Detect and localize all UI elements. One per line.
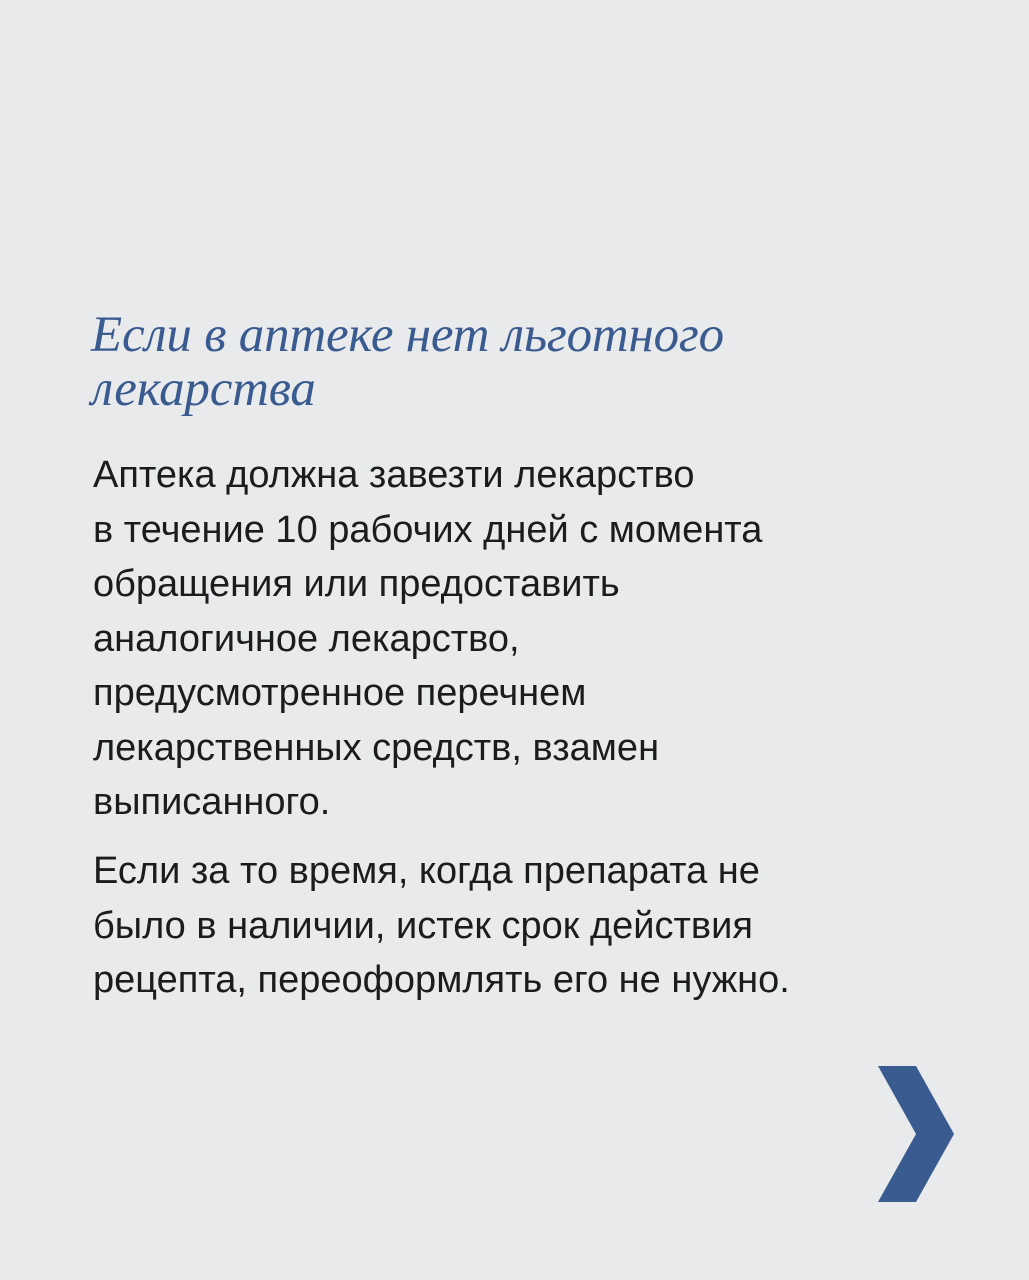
paragraph-line: обращения или предоставить: [93, 563, 620, 605]
paragraph-line: предусмотренное перечнем: [93, 672, 587, 714]
chevron-right-icon: [874, 1064, 956, 1204]
paragraph-line: аналогичное лекарство,: [93, 617, 520, 660]
heading-line: лекарства: [91, 361, 316, 417]
heading-line: Если в аптеке нет льготного: [91, 307, 724, 363]
paragraph-line: в течение 10 рабочих дней с момента: [93, 508, 763, 551]
paragraph-line: было в наличии, истек срок действия: [93, 904, 753, 947]
paragraph-pharmacy-obligation: [93, 448, 973, 830]
heading: [91, 308, 951, 416]
paragraph-prescription-expiry: [93, 844, 973, 1008]
paragraph-line: Если за то время, когда препарата не: [93, 850, 760, 892]
paragraph-line: выписанного.: [93, 781, 331, 823]
paragraph-line: лекарственных средств, взамен: [93, 726, 660, 769]
paragraph-line: Аптека должна завезти лекарство: [93, 454, 695, 496]
paragraph-line: рецепта, переоформлять его не нужно.: [93, 959, 790, 1001]
next-slide-button[interactable]: [874, 1064, 956, 1204]
